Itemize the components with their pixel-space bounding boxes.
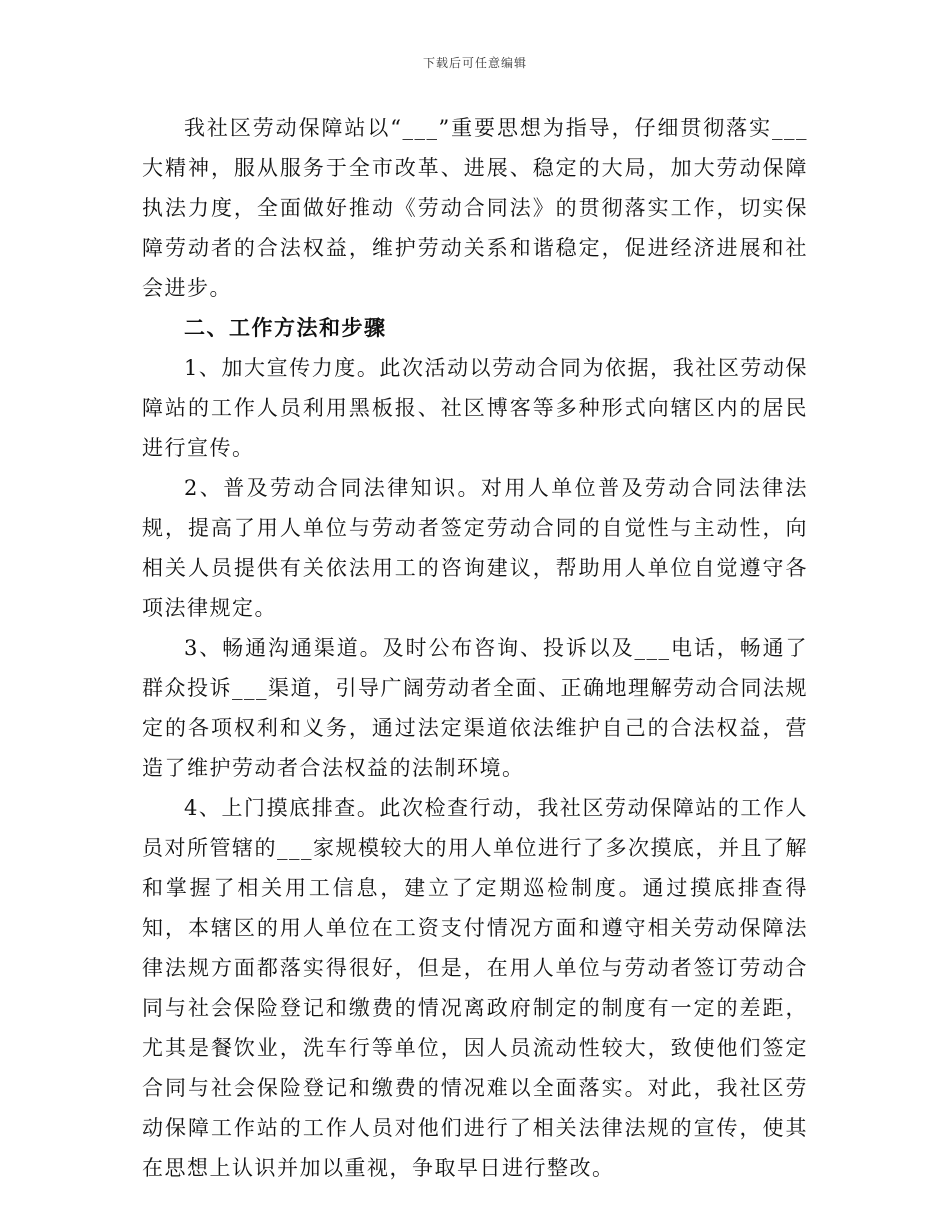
step-paragraph-1: 1、加大宣传力度。此次活动以劳动合同为依据，我社区劳动保障站的工作人员利用黑板报、社区博客等多种形式向辖区内的居民进行宣传。: [142, 356, 808, 460]
document-body: [142, 108, 808, 1188]
step-paragraph-2: 2、普及劳动合同法律知识。对用人单位普及劳动合同法律法规，提高了用人单位与劳动者签定劳动合同的自觉性与主动性，向相关人员提供有关依法用工的咨询建议，帮助用人单位自觉遵守各项法律规定。: [142, 476, 808, 620]
step-paragraph-4: 4、上门摸底排查。此次检查行动，我社区劳动保障站的工作人员对所管辖的___家规模较大的用人单位进行了多次摸底，并且了解和掌握了相关用工信息，建立了定期巡检制度。通过摸底排查得知，本辖区的用人单位在工资支付情况方面和遵守相关劳动保障法律法规方面都落实得很好，但是，在用人单位与劳动者签订劳动合同与社会保险登记和缴费的情况离政府制定的制度有一定的差距，尤其是餐饮业，洗车行等单位，因人员流动性较大，致使他们签定合同与社会保险登记和缴费的情况难以全面落实。对此，我社区劳动保障工作站的工作人员对他们进行了相关法律法规的宣传，使其在思想上认识并加以重视，争取早日进行整改。: [142, 796, 808, 1180]
intro-paragraph: 我社区劳动保障站以“___”重要思想为指导，仔细贯彻落实___大精神，服从服务于全市改革、进展、稳定的大局，加大劳动保障执法力度，全面做好推动《劳动合同法》的贯彻落实工作，切实保障劳动者的合法权益，维护劳动关系和谐稳定，促进经济进展和社会进步。: [142, 116, 808, 300]
step-paragraph-3: 3、畅通沟通渠道。及时公布咨询、投诉以及___电话，畅通了群众投诉___渠道，引导广阔劳动者全面、正确地理解劳动合同法规定的各项权利和义务，通过法定渠道依法维护自己的合法权益，营造了维护劳动者合法权益的法制环境。: [142, 636, 808, 780]
section-heading: 二、工作方法和步骤: [184, 316, 387, 340]
page-header: 下载后可任意编辑: [422, 56, 527, 70]
